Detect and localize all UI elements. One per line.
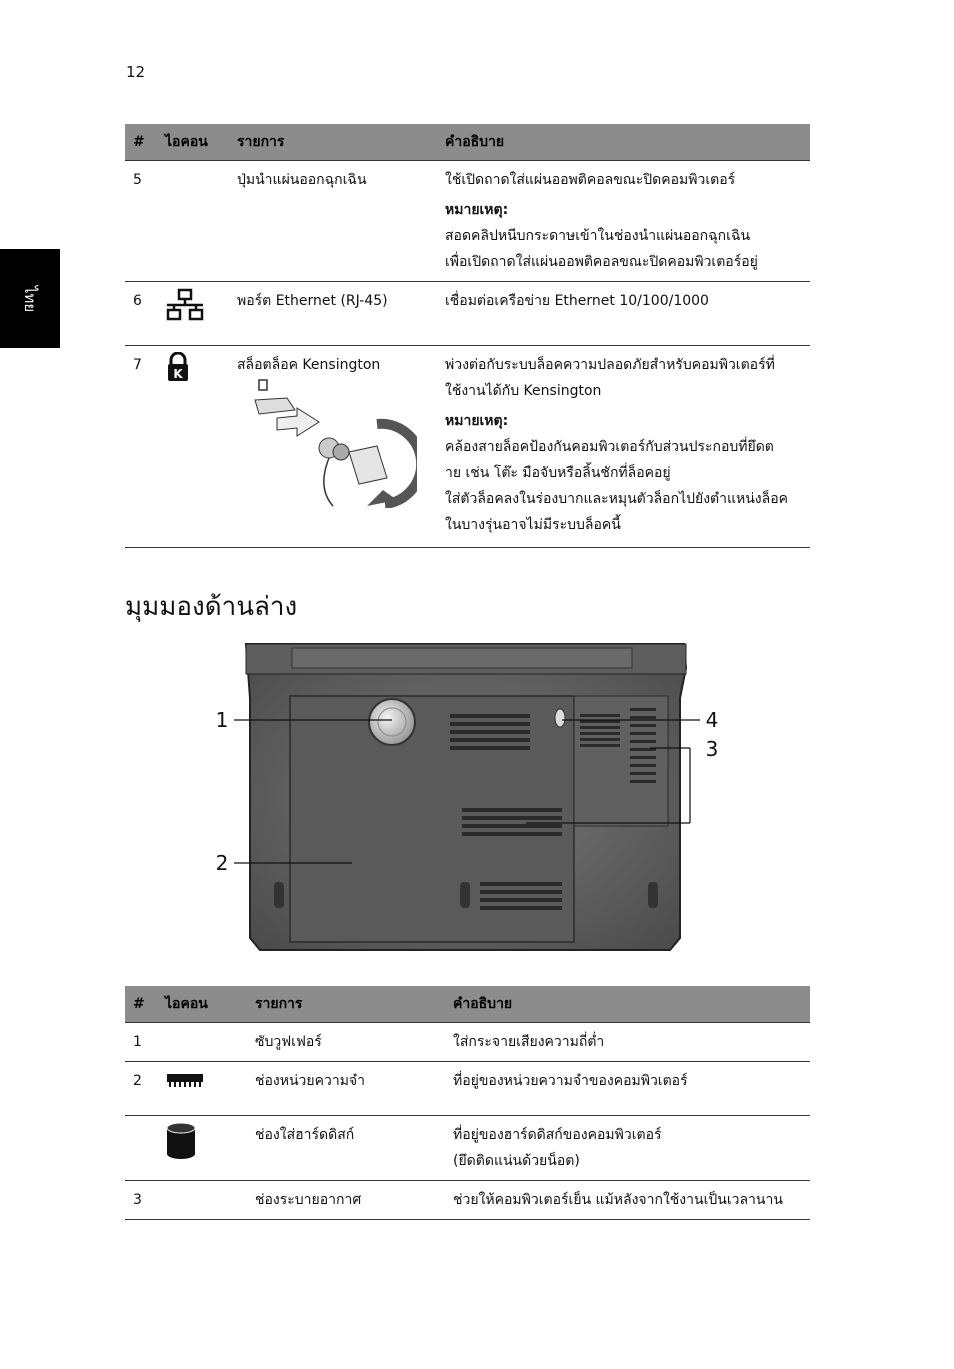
language-tab-label: ไทย	[21, 285, 39, 313]
row-desc	[445, 1023, 810, 1062]
network-icon	[165, 288, 205, 322]
desc-line: ช่วยให้คอมพิวเตอร์เย็น แม้หลังจากใช้งานเป็นเวลานาน	[453, 1192, 783, 1208]
callout-4: 4	[705, 708, 719, 732]
col-header-num: #	[125, 986, 157, 1023]
table-header-row	[125, 124, 810, 161]
col-header-item: รายการ	[247, 986, 445, 1023]
callout-1: 1	[215, 708, 229, 732]
note-label: หมายเหตุ:	[445, 202, 509, 218]
desc-line: ใส่กระจายเสียงความถี่ต่ำ	[453, 1034, 605, 1050]
callout-2: 2	[215, 851, 229, 875]
note-label: หมายเหตุ:	[445, 413, 509, 429]
col-header-icon: ไอคอน	[157, 124, 229, 161]
table-row	[125, 1181, 810, 1220]
row-icon	[157, 282, 229, 346]
desc-line: ที่อยู่ของฮาร์ดดิสก์ของคอมพิวเตอร์	[453, 1127, 662, 1143]
row-item: ปุ่มนำแผ่นออกฉุกเฉิน	[229, 161, 437, 282]
memory-icon	[165, 1068, 205, 1090]
note-line: ใส่ตัวล็อคลงในร่องบากและหมุนตัวล็อกไปยังตำแหน่งล็อค	[445, 491, 788, 507]
row-icon	[157, 1023, 247, 1062]
table-row	[125, 1062, 810, 1116]
col-header-item: รายการ	[229, 124, 437, 161]
table-row	[125, 346, 810, 548]
ports-table	[125, 124, 810, 548]
hard-disk-icon	[165, 1122, 197, 1160]
row-desc	[445, 1181, 810, 1220]
row-icon	[157, 1062, 247, 1116]
language-tab	[0, 249, 60, 348]
desc-line: (ยึดติดแน่นด้วยน็อต)	[453, 1153, 580, 1169]
note-line: เพื่อเปิดถาดใส่แผ่นออพติคอลขณะปิดคอมพิวเตอร์อยู่	[445, 254, 758, 270]
col-header-icon: ไอคอน	[157, 986, 247, 1023]
row-desc	[445, 1062, 810, 1116]
row-item: ช่องระบายอากาศ	[247, 1181, 445, 1220]
row-desc	[437, 282, 810, 346]
row-desc	[437, 346, 810, 548]
desc-line: เชื่อมต่อเครือข่าย Ethernet 10/100/1000	[445, 293, 709, 309]
item-label: สล็อตล็อค Kensington	[237, 357, 381, 373]
table-row	[125, 161, 810, 282]
desc-line: พ่วงต่อกับระบบล็อคความปลอดภัยสำหรับคอมพิวเตอร์ที่	[445, 357, 775, 373]
page-number: 12	[126, 63, 146, 81]
col-header-desc: คำอธิบาย	[445, 986, 810, 1023]
desc-line: ที่อยู่ของหน่วยความจำของคอมพิวเตอร์	[453, 1073, 688, 1089]
row-num: 3	[125, 1181, 157, 1220]
note-line: ในบางรุ่นอาจไม่มีระบบล็อคนี้	[445, 517, 621, 533]
kensington-lock-icon	[165, 352, 191, 382]
row-num	[125, 1116, 157, 1181]
laptop-bottom-view	[210, 638, 730, 958]
note-line: สอดคลิปหนีบกระดาษเข้าในช่องนำแผ่นออกฉุกเฉิน	[445, 228, 751, 244]
table-row	[125, 282, 810, 346]
row-icon	[157, 346, 229, 548]
row-desc	[445, 1116, 810, 1181]
desc-line: ใช้เปิดถาดใส่แผ่นออพติคอลขณะปิดคอมพิวเตอร์	[445, 172, 736, 188]
row-item: ซับวูฟเฟอร์	[247, 1023, 445, 1062]
row-item: ช่องใส่ฮาร์ดดิสก์	[247, 1116, 445, 1181]
row-num: 7	[125, 346, 157, 548]
row-item	[229, 346, 437, 548]
callout-3: 3	[705, 737, 719, 761]
note-line: าย เช่น โต๊ะ มือจับหรือลิ้นชักที่ล็อคอยู่	[445, 465, 671, 481]
row-num: 6	[125, 282, 157, 346]
col-header-desc: คำอธิบาย	[437, 124, 810, 161]
row-icon	[157, 161, 229, 282]
bottom-view-table	[125, 986, 810, 1220]
col-header-num: #	[125, 124, 157, 161]
desc-line: ใช้งานได้กับ Kensington	[445, 383, 602, 399]
row-icon	[157, 1181, 247, 1220]
row-num: 1	[125, 1023, 157, 1062]
kensington-lock-illustration	[237, 378, 417, 508]
row-item: พอร์ต Ethernet (RJ-45)	[229, 282, 437, 346]
table-row	[125, 1116, 810, 1181]
table-header-row	[125, 986, 810, 1023]
note-line: คล้องสายล็อคป้องกันคอมพิวเตอร์กับส่วนประกอบที่ยึดต	[445, 439, 774, 455]
row-num: 5	[125, 161, 157, 282]
row-desc	[437, 161, 810, 282]
row-icon	[157, 1116, 247, 1181]
section-title: มุมมองด้านล่าง	[125, 592, 298, 622]
svg-text:K: K	[173, 367, 183, 381]
row-num: 2	[125, 1062, 157, 1116]
row-item: ช่องหน่วยความจำ	[247, 1062, 445, 1116]
table-row	[125, 1023, 810, 1062]
